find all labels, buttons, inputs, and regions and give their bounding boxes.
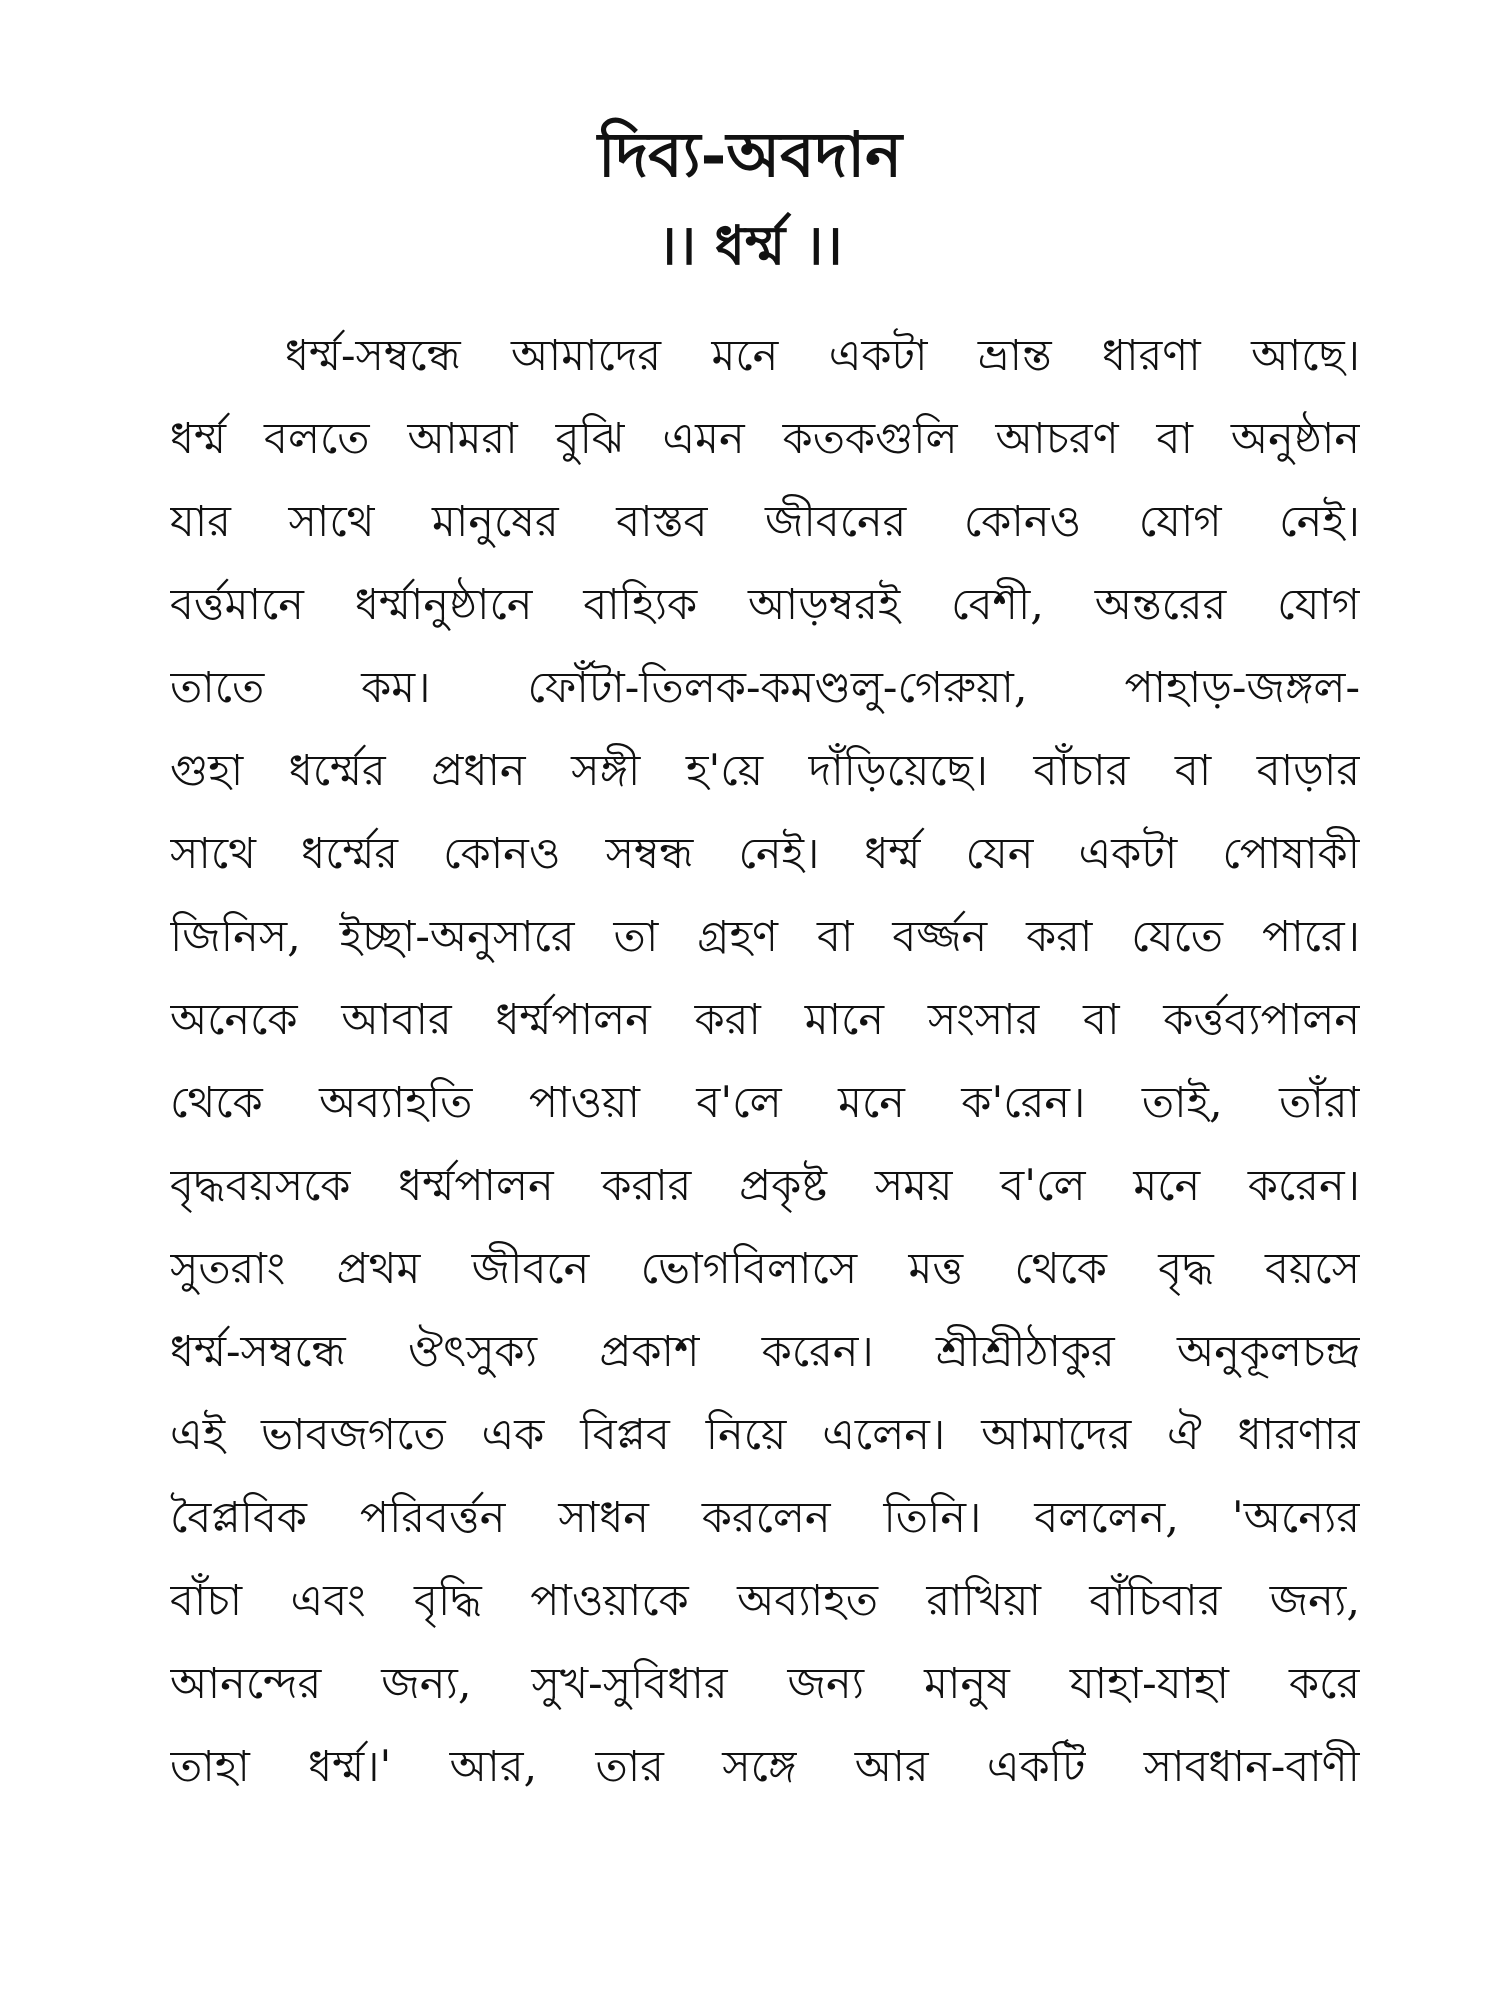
text-line: থেকে অব্যাহতি পাওয়া ব'লে মনে ক'রেন। তাই, তাঁরা: [170, 1078, 1360, 1128]
text-line: অনেকে আবার ধর্ম্মপালন করা মানে সংসার বা কর্ত্তব্যপালন: [170, 995, 1360, 1045]
text-line: তাতে কম। ফোঁটা-তিলক-কমণ্ডলু-গেরুয়া, পাহাড়-জঙ্গল-: [170, 663, 1360, 713]
text-line: বৃদ্ধবয়সকে ধর্ম্মপালন করার প্রকৃষ্ট সময় ব'লে মনে করেন।: [170, 1161, 1360, 1211]
text-line: জিনিস, ইচ্ছা-অনুসারে তা গ্রহণ বা বর্জ্জন করা যেতে পারে।: [170, 912, 1360, 962]
body-paragraph: [170, 315, 1360, 1809]
text-line: গুহা ধর্ম্মের প্রধান সঙ্গী হ'য়ে দাঁড়িয়েছে। বাঁচার বা বাড়ার: [170, 746, 1360, 796]
text-line: এই ভাবজগতে এক বিপ্লব নিয়ে এলেন। আমাদের ঐ ধারণার: [170, 1410, 1360, 1460]
text-line: বৈপ্লবিক পরিবর্ত্তন সাধন করলেন তিনি। বললেন, 'অন্যের: [170, 1493, 1360, 1543]
page-title: দিব্য-অবদান: [597, 118, 903, 191]
text-line: তাহা ধর্ম্ম।' আর, তার সঙ্গে আর একটি সাবধান-বাণী: [170, 1742, 1360, 1792]
text-line: আনন্দের জন্য, সুখ-সুবিধার জন্য মানুষ যাহা-যাহা করে: [170, 1659, 1360, 1709]
text-line: বর্ত্তমানে ধর্ম্মানুষ্ঠানে বাহ্যিক আড়ম্বরই বেশী, অন্তরের যোগ: [170, 580, 1360, 630]
section-heading: ।। ধর্ম্ম ।।: [657, 213, 843, 277]
text-line: সাথে ধর্ম্মের কোনও সম্বন্ধ নেই। ধর্ম্ম যেন একটা পোষাকী: [170, 829, 1360, 879]
text-line: ধর্ম্ম-সম্বন্ধে ঔৎসুক্য প্রকাশ করেন। শ্রীশ্রীঠাকুর অনুকূলচন্দ্র: [170, 1327, 1360, 1377]
text-line: ধর্ম্ম-সম্বন্ধে আমাদের মনে একটা ভ্রান্ত ধারণা আছে।: [285, 331, 1360, 381]
text-line: ধর্ম্ম বলতে আমরা বুঝি এমন কতকগুলি আচরণ বা অনুষ্ঠান: [170, 414, 1360, 464]
text-line: যার সাথে মানুষের বাস্তব জীবনের কোনও যোগ নেই।: [170, 497, 1360, 547]
text-line: সুতরাং প্রথম জীবনে ভোগবিলাসে মত্ত থেকে বৃদ্ধ বয়সে: [170, 1244, 1360, 1294]
text-line: বাঁচা এবং বৃদ্ধি পাওয়াকে অব্যাহত রাখিয়া বাঁচিবার জন্য,: [170, 1576, 1360, 1626]
